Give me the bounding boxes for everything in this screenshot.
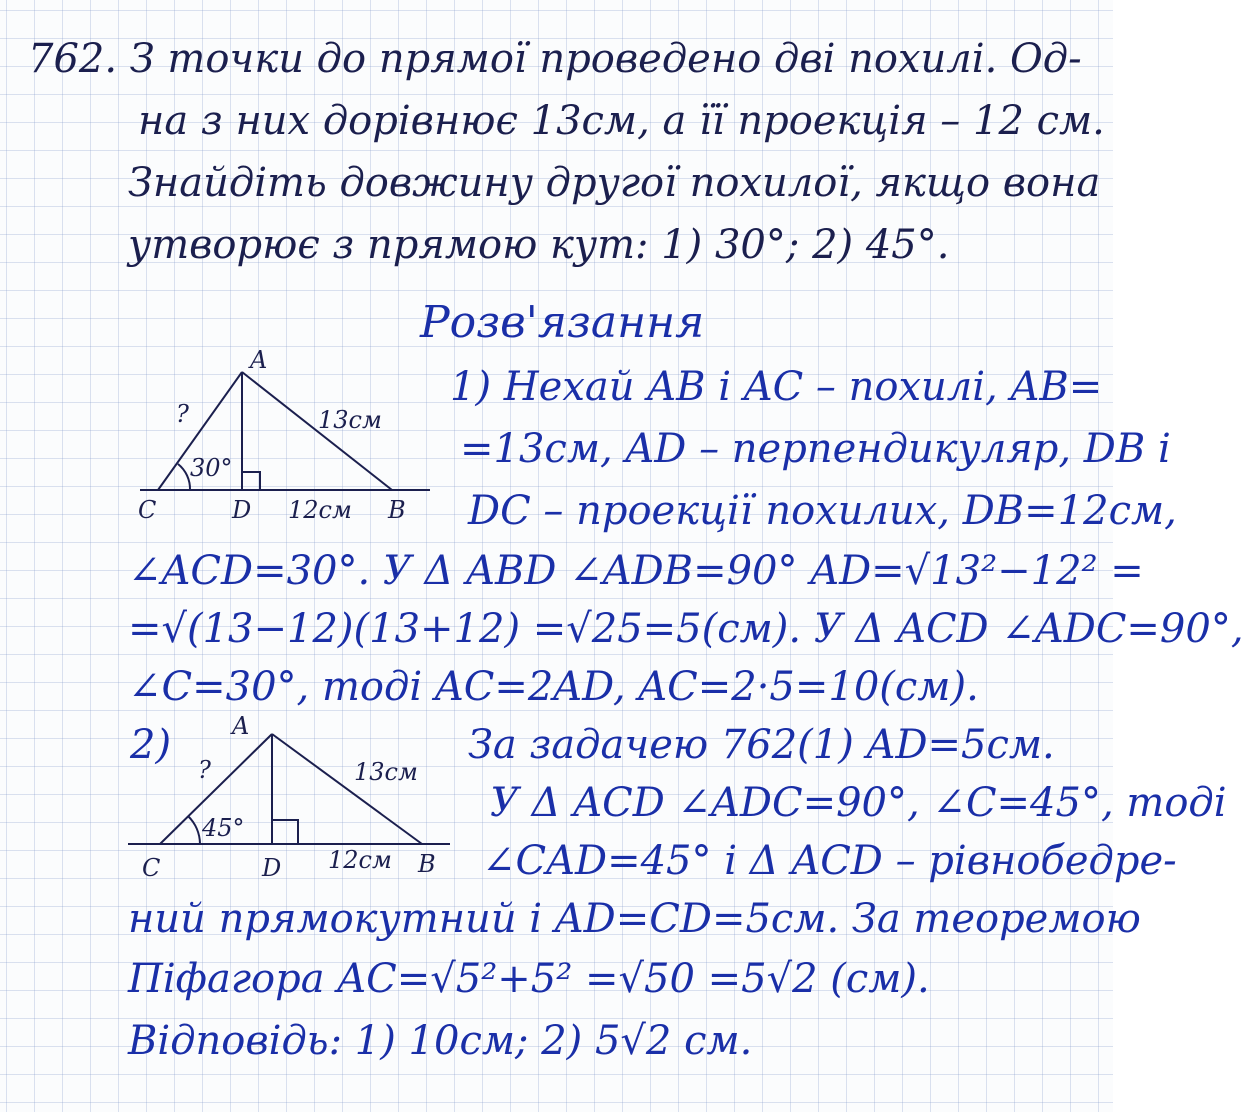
- part1-line-3: DC – проекції похилих, DB=12см,: [468, 488, 1177, 534]
- part1-line-4: ∠ACD=30°. У Δ ABD ∠ADB=90° AD=√13²−12² =: [128, 548, 1144, 594]
- fig2-label-ab: 13см: [354, 758, 418, 786]
- fig1-label-ac: ?: [176, 400, 189, 428]
- part1-line-2: =13см, AD – перпендикуляр, DB і: [460, 426, 1171, 472]
- fig2-angle-arc: [188, 816, 200, 844]
- fig2-label-ac: ?: [198, 756, 211, 784]
- problem-line-1: [28, 36, 1082, 82]
- fig1-label-a: A: [250, 346, 268, 374]
- part1-line-5: =√(13−12)(13+12) =√25=5(см). У Δ ACD ∠ADC=90°,: [128, 606, 1244, 652]
- part2-line-1: За задачею 762(1) AD=5см.: [468, 722, 1055, 768]
- fig1-label-ab: 13см: [318, 406, 382, 434]
- part1-line-1: 1) Нехай AB і AC – похилі, AB=: [450, 364, 1103, 410]
- part2-line-3: ∠CAD=45° і Δ ACD – рівнобедре-: [482, 838, 1177, 884]
- fig1-label-db: 12см: [288, 496, 352, 524]
- part2-line-2: У Δ ACD ∠ADC=90°, ∠C=45°, тоді: [490, 780, 1227, 826]
- fig2-label-angle: 45°: [202, 814, 245, 842]
- fig2-label-a: A: [232, 712, 250, 740]
- solution-title: Розв'язання: [420, 297, 705, 348]
- part2-line-5: Піфагора AC=√5²+5² =√50 =5√2 (см).: [128, 956, 930, 1002]
- fig2-label-c: C: [142, 854, 161, 882]
- fig2-right-angle-mark: [272, 820, 298, 844]
- fig1-label-b: B: [388, 496, 406, 524]
- fig2-side-ab: [272, 734, 422, 844]
- fig2-label-db: 12см: [328, 846, 392, 874]
- figure-2: [120, 712, 460, 892]
- figure-1: [120, 346, 450, 530]
- part2-label: 2): [130, 722, 172, 768]
- problem-number: 762.: [28, 36, 118, 82]
- part2-line-4: ний прямокутний і AD=CD=5см. За теоремою: [128, 896, 1141, 942]
- problem-line-3: Знайдіть довжину другої похилої, якщо вона: [128, 160, 1101, 206]
- problem-line-4: утворює з прямою кут: 1) 30°; 2) 45°.: [128, 222, 950, 268]
- fig1-label-c: C: [138, 496, 157, 524]
- fig1-label-angle: 30°: [190, 454, 233, 482]
- fig1-angle-arc: [178, 464, 190, 490]
- fig2-label-d: D: [262, 854, 282, 882]
- fig1-label-d: D: [232, 496, 252, 524]
- part1-line-6: ∠C=30°, тоді AC=2AD, AC=2·5=10(см).: [128, 664, 979, 710]
- problem-line-2: на з них дорівнює 13см, а її проекція – 12 см.: [138, 98, 1105, 144]
- fig1-right-angle-mark: [242, 472, 260, 490]
- fig2-label-b: B: [418, 850, 436, 878]
- problem-text-1: З точки до прямої проведено дві похилі. Од-: [129, 36, 1082, 82]
- answer-line: Відповідь: 1) 10см; 2) 5√2 см.: [128, 1018, 753, 1064]
